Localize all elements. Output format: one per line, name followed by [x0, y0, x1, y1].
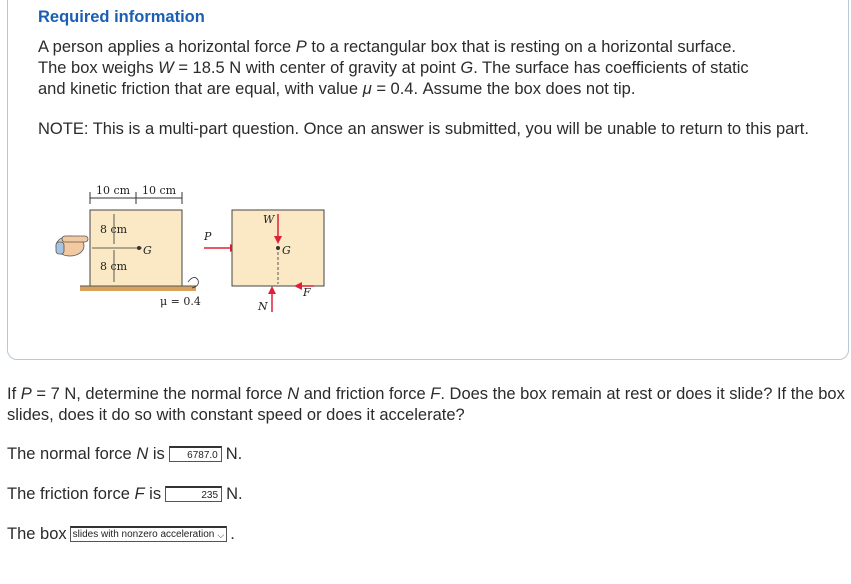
label-mu: μ = 0.4 — [160, 295, 201, 308]
dim-upper: 8 cm — [100, 223, 128, 236]
info-title: Required information — [38, 8, 205, 26]
question-text: If P = 7 N, determine the normal force N and friction force F. Does the box remain at rest or does it slide? If the box slides, does it do so with constant speed or does it accelerate? — [7, 385, 845, 424]
dim-top-left: 10 cm — [96, 184, 131, 197]
hand-icon — [56, 236, 88, 256]
label-w: W — [263, 213, 275, 226]
problem-diagram — [48, 178, 358, 318]
box-motion-row: The box slides with nonzero acceleration ⌵ . — [7, 525, 235, 543]
label-g-right: G — [282, 244, 291, 257]
dim-lower: 8 cm — [100, 260, 128, 273]
normal-force-row: The normal force N is 6787.0 N. — [7, 445, 243, 463]
friction-force-row: The friction force F is 235 N. — [7, 485, 243, 503]
label-n: N — [258, 300, 268, 313]
dim-top-right: 10 cm — [142, 184, 177, 197]
box-motion-select[interactable]: slides with nonzero acceleration ⌵ — [70, 526, 228, 542]
note-text: NOTE: This is a multi-part question. Once an answer is submitted, you will be unable to return to this part. — [38, 120, 809, 138]
problem-statement: A person applies a horizontal force P to a rectangular box that is resting on a horizontal surface. The box weighs W = 18.5 N with center of gravity at point G. The surface has coefficients of static and kinetic friction that are equal, with value μ = 0.4. Assume the box does not tip. — [38, 38, 749, 98]
friction-force-input[interactable]: 235 — [165, 486, 222, 502]
label-f: F — [303, 286, 311, 299]
label-p: P — [204, 230, 212, 243]
chevron-down-icon: ⌵ — [217, 529, 225, 540]
normal-force-input[interactable]: 6787.0 — [169, 446, 222, 462]
label-g-left: G — [143, 244, 152, 257]
